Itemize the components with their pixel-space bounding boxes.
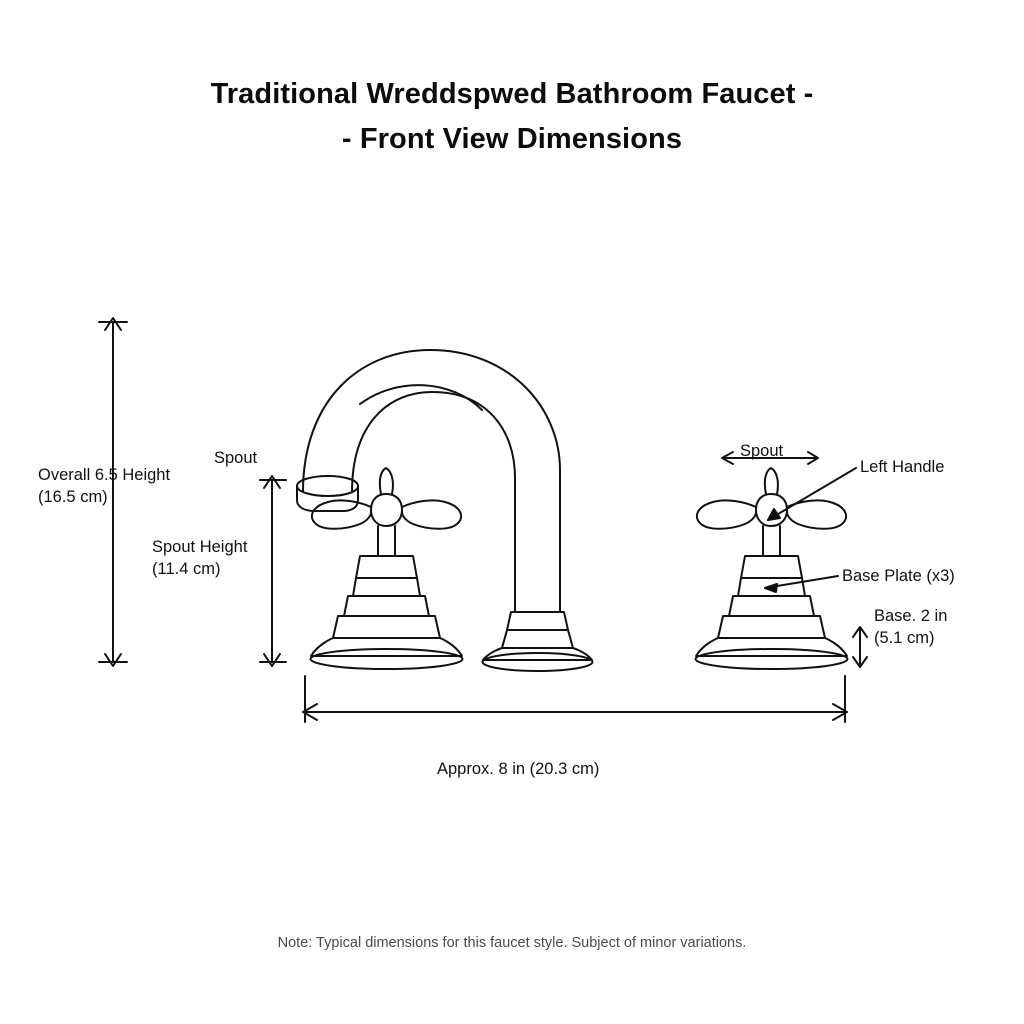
right-handle-assembly bbox=[696, 468, 848, 669]
spout-base bbox=[483, 612, 593, 671]
label-spout-left: Spout bbox=[214, 449, 258, 467]
label-overall-height-metric: (16.5 cm) bbox=[38, 488, 108, 507]
dimension-spout-height bbox=[260, 476, 286, 666]
label-base-diameter-text: Base. 2 in bbox=[874, 607, 948, 625]
label-overall-height bbox=[38, 464, 170, 509]
spout-body bbox=[297, 350, 560, 612]
left-handle-assembly bbox=[311, 468, 463, 669]
label-base-plate: Base Plate (x3) bbox=[842, 567, 955, 585]
footnote: Note: Typical dimensions for this faucet style. Subject of minor variations. bbox=[277, 935, 747, 951]
label-spout-height-text: Spout Height bbox=[152, 538, 248, 556]
label-overall-height-text: Overall 6.5 Height bbox=[38, 466, 171, 484]
leader-left-handle bbox=[768, 468, 856, 520]
title-line-1: Traditional Wreddspwed Bathroom Faucet - bbox=[210, 78, 814, 110]
label-base-diameter-metric: (5.1 cm) bbox=[874, 629, 935, 648]
label-base-diameter bbox=[874, 605, 947, 650]
label-spout-right: Spout bbox=[740, 442, 784, 460]
label-spout-height bbox=[152, 536, 247, 581]
label-spout-height-metric: (11.4 cm) bbox=[152, 560, 221, 579]
dimension-base-diameter bbox=[853, 627, 867, 667]
dimension-overall-width bbox=[303, 676, 847, 722]
label-overall-width: Approx. 8 in (20.3 cm) bbox=[437, 760, 600, 778]
title-line-2: - Front View Dimensions bbox=[341, 122, 683, 155]
label-left-handle: Left Handle bbox=[860, 458, 945, 476]
